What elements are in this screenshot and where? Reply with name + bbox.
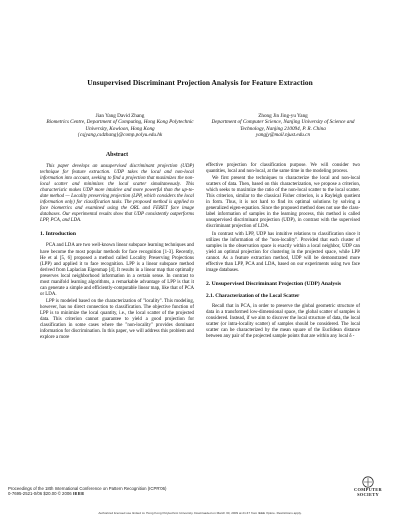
intro-paragraph-1: PCA and LDA are two well-known linear subspace learning techniques and have become the most popular methods for face recognition [1-3]. Recently, He et al [5, 6] proposed a method called Locality Preserving Projections (LPP) and applied it to face recognition. LPP is a linear subspace method derived from Laplacian Eigenmap [4]. It results in a linear map that optimally preserves local neighborhood information in a certain sense. In contrast to most manifold learning algorithms, a remarkable advantage of LPP is that it can generate a simple and efficiently-computable linear map, like that of PCA or LDA. (40, 243, 194, 297)
section-2-heading: 2. Unsupervised Discriminant Projection (UDP) Analysis (206, 280, 342, 287)
introduction-heading: 1. Introduction (40, 231, 76, 238)
intro-paragraph-2: LPP is modeled based on the characterization of "locality". This modeling, however, has no direct connection to classification. The objective function of LPP is to minimize the local quantity, i.e., the local scatter of the projected data. This criterion cannot guarantee to yield a good projection for classification in some cases where the "non-locality" provides dominant information for discrimination. In this paper, we will address this problem and explore a more (40, 298, 194, 341)
right-paragraph-1: effective projection for classification purpose. We will consider two quantities, local and non-local, at the same time in the modeling process. (206, 163, 360, 175)
ieee-logo: IEEE (72, 491, 85, 497)
proceedings-text: Proceedings of the 18th International Conference on Pattern Recognition (ICPR'06) (8, 486, 167, 491)
right-column (206, 163, 360, 340)
author-names-2: Zhong Jin Jing-yu Yang (258, 113, 308, 119)
abstract-heading: Abstract (105, 152, 129, 158)
authorized-use-notice: Authorized licensed use limited to: Hong Kong Polytechnic University. Downloaded on March 30, 2009 at 21:47 from IEEE Xplore. Restrictions apply. (98, 511, 302, 515)
author-affiliation-1: Biometrics Centre, Department of Computing, Hong Kong Polytechnic University, Kowloon, Hong Kong (46, 119, 194, 132)
section-2-1-paragraph: Recall that in PCA, in order to preserve the global geometric structure of data in a transformed low-dimensional space, the global scatter of samples is considered. Instead, if we aim to discover the local structure of data, the local scatter (or intra-locality scatter) of samples should be considered. The local scatter can be characterized by the mean square of the Euclidean distance between any pair of the projected sample points that are within any local δ - (206, 303, 360, 340)
author-email-2: yangjy@mail.njust.edu.cn (255, 132, 311, 139)
isbn-text: 0-7695-2521-0/06 $20.00 © 2006 (8, 491, 72, 497)
author-block-2 (203, 113, 363, 139)
page-footer (8, 486, 392, 496)
abstract-text: This paper develops an unsupervised discriminant projection (UDP) technique for feature extraction. UDP takes the local and non-local information into account, seeking to find a projection that maximizes the non-local scatter and minimizes the local scatter simultaneously. This characteristic makes UDP more intuitive and more powerful than the up-to-date method — Locality preserving projection (LPP, which considers the local information only) for classification tasks. The proposed method is applied to face biometrics and examined using the ORL and FERET face image databases. Our experimental results show that UDP consistently outperforms LPP, PCA, and LDA. (40, 164, 194, 224)
author-affiliation-2: Department of Computer Science, Nanjing University of Science and Technology, Nanjing 210094, P. R. China (211, 119, 355, 132)
left-column (40, 152, 194, 341)
right-paragraph-3: In contrast with LPP, UDP has intuitive relations to classification since it utilizes the information of the "non-locality". Provided that each cluster of samples in the observation space is exactly within a local neighbor, UDP can yield an optimal projection for clustering in the projected space, while LPP cannot. As a feature extraction method, UDP will be demonstrated more effective than LPP, PCA and LDA, based on our experiments using two face image databases. (206, 231, 360, 273)
author-email-1: {csjyang,csdzhang}@comp.polyu.edu.hk (77, 132, 163, 139)
author-block-1 (40, 113, 200, 139)
logo-text-computer: COMPUTER (353, 487, 382, 492)
isbn-line (8, 491, 392, 496)
author-names-1: Jian Yang David Zhang (95, 113, 145, 119)
right-paragraph-2: We first present the techniques to characterize the local and non-local scatters of data. Then, based on this characterization, we propose a criterion, which seeks to maximize the ratio of the non-local scatter to the local scatter. This criterion, similar to the classical Fisher criterion, is a Rayleigh quotient in form. Thus, it is not hard to find its optimal solutions by solving a generalized eigen-equation. Since the proposed method does not use the class-label information of samples in the learning process, this method is called unsupervised discriminant projection (UDP), in contrast with the supervised discriminant projection of LDA. (206, 176, 360, 230)
logo-text-society: SOCIETY (357, 491, 379, 497)
section-2-1-heading: 2.1. Characterization of the Local Scatter (206, 292, 300, 299)
computer-society-logo (348, 476, 388, 498)
paper-title: Unsupervised Discriminant Projection Analysis for Feature Extraction (87, 78, 313, 87)
